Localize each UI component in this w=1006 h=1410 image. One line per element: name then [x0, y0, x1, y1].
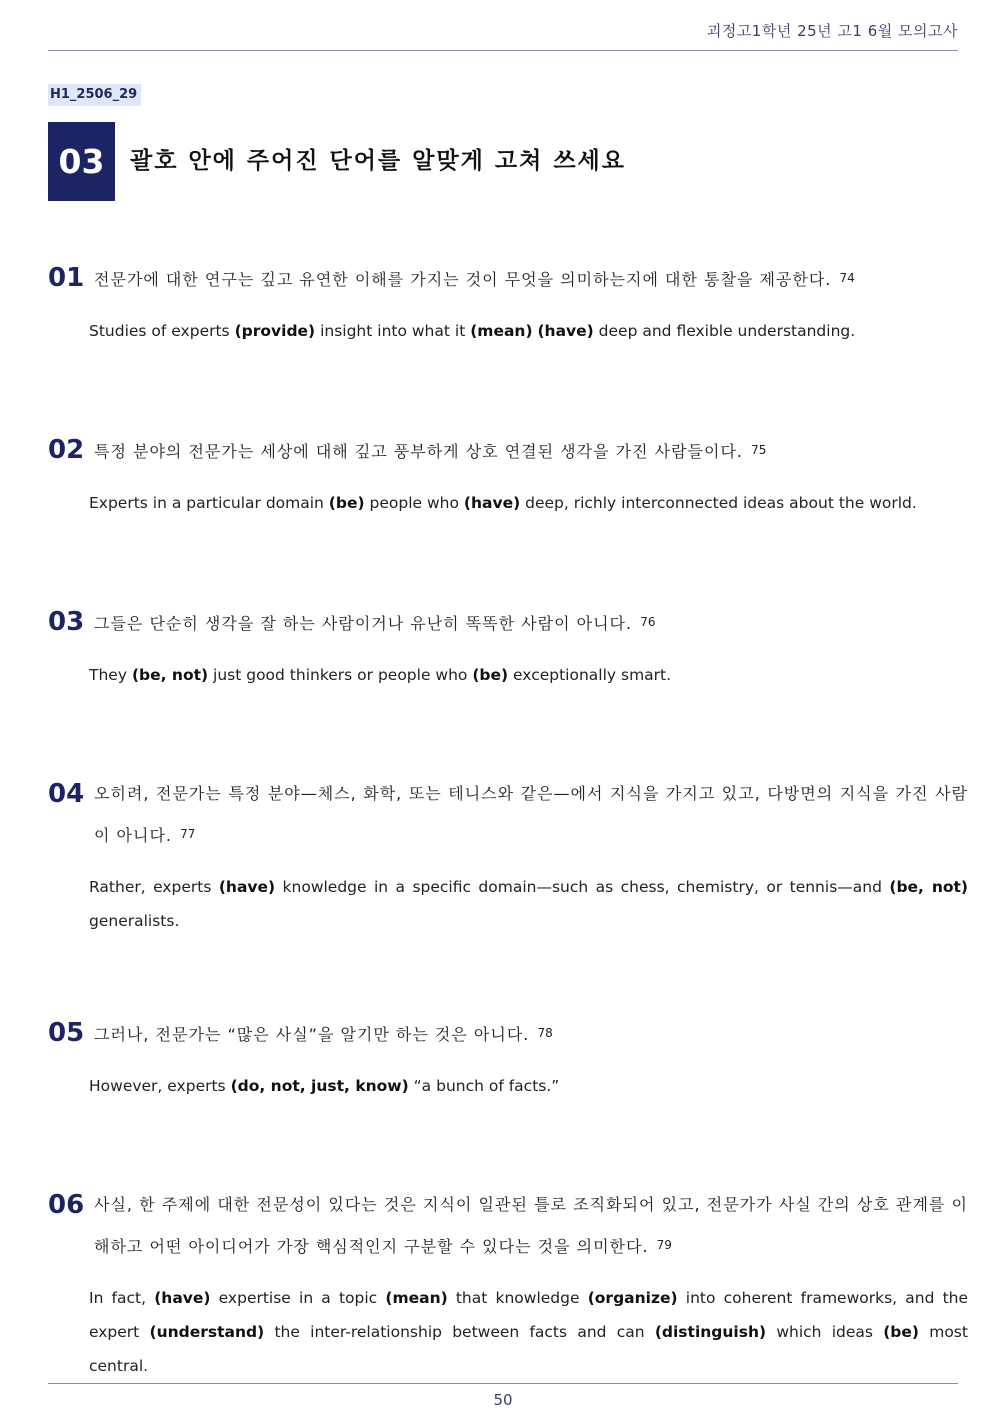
bracket-hint: (understand)	[149, 1323, 265, 1341]
korean-sentence	[48, 1013, 968, 1055]
bracket-hint: (be, not)	[889, 878, 969, 896]
bracket-hint: (provide)	[234, 322, 316, 340]
korean-sentence	[48, 430, 968, 472]
bracket-hint: (have)	[154, 1289, 211, 1307]
header-exam-title: 괴정고1학년 25년 고1 6월 모의고사	[706, 22, 958, 40]
en-segment: just good thinkers or people who	[208, 666, 473, 684]
bracket-hint: (organize)	[587, 1289, 678, 1307]
exercise-item-04	[48, 774, 968, 938]
korean-text: 전문가에 대한 연구는 깊고 유연한 이해를 가지는 것이 무엇을 의미하는지에 대한 통찰을 제공한다.	[94, 270, 832, 289]
english-sentence	[48, 1281, 968, 1383]
item-number: 01	[48, 263, 85, 293]
en-segment: exceptionally smart.	[508, 666, 672, 684]
english-sentence	[48, 658, 968, 692]
english-sentence	[48, 870, 968, 938]
korean-sentence	[48, 258, 968, 300]
bracket-hint: (have)	[537, 322, 594, 340]
en-segment: However, experts	[89, 1077, 231, 1095]
bracket-hint: (be)	[472, 666, 509, 684]
reference-number: 79	[656, 1238, 672, 1252]
en-segment: Experts in a particular domain	[89, 494, 329, 512]
en-segment: generalists.	[89, 912, 180, 930]
exercise-item-05	[48, 1013, 968, 1103]
en-segment: They	[89, 666, 132, 684]
korean-sentence	[48, 602, 968, 644]
bracket-hint: (distinguish)	[654, 1323, 767, 1341]
bracket-hint: (be, not)	[131, 666, 209, 684]
en-segment: deep, richly interconnected ideas about the world.	[520, 494, 917, 512]
reference-number: 76	[640, 615, 656, 629]
reference-number: 74	[839, 271, 855, 285]
page-number: 50	[493, 1391, 513, 1409]
reference-number: 78	[537, 1026, 553, 1040]
question-code-tag: H1_2506_29	[48, 84, 141, 106]
en-segment: deep and flexible understanding.	[593, 322, 856, 340]
en-segment: the inter-relationship between facts and can	[264, 1323, 655, 1341]
korean-text: 특정 분야의 전문가는 세상에 대해 깊고 풍부하게 상호 연결된 생각을 가진 사람들이다.	[94, 442, 743, 461]
en-segment: Studies of experts	[89, 322, 235, 340]
korean-text: 그러나, 전문가는 “많은 사실”을 알기만 하는 것은 아니다.	[94, 1025, 530, 1044]
item-number: 03	[48, 607, 85, 637]
bracket-hint: (do, not, just, know)	[230, 1077, 409, 1095]
item-number: 06	[48, 1190, 85, 1220]
english-sentence	[48, 486, 968, 520]
en-segment: that knowledge	[447, 1289, 588, 1307]
reference-number: 75	[751, 443, 767, 457]
korean-sentence	[48, 774, 968, 856]
bracket-hint: (mean)	[385, 1289, 448, 1307]
en-segment: In fact,	[89, 1289, 155, 1307]
english-sentence	[48, 314, 968, 348]
bracket-hint: (have)	[463, 494, 521, 512]
english-sentence	[48, 1069, 968, 1103]
en-segment: knowledge in a specific domain—such as chess, chemistry, or tennis—and	[275, 878, 890, 896]
en-segment: insight into what it	[315, 322, 471, 340]
korean-text: 사실, 한 주제에 대한 전문성이 있다는 것은 지식이 일관된 틀로 조직화되어 있고, 전문가가 사실 간의 상호 관계를 이해하고 어떤 아이디어가 가장 핵심적인지 구분할 수 있다는 것을 의미한다.	[94, 1195, 968, 1256]
en-segment: “a bunch of facts.”	[408, 1077, 560, 1095]
exercise-item-06	[48, 1185, 968, 1383]
bracket-hint: (mean)	[470, 322, 533, 340]
bracket-hint: (be)	[328, 494, 365, 512]
korean-sentence	[48, 1185, 968, 1267]
en-segment: people who	[364, 494, 464, 512]
korean-text: 오히려, 전문가는 특정 분야—체스, 화학, 또는 테니스와 같은—에서 지식을 가지고 있고, 다방면의 지식을 가진 사람이 아니다.	[94, 784, 968, 845]
en-segment: which ideas	[766, 1323, 884, 1341]
en-segment: expertise in a topic	[210, 1289, 386, 1307]
item-number: 05	[48, 1018, 85, 1048]
section-title: 괄호 안에 주어진 단어를 알맞게 고쳐 쓰세요	[130, 148, 626, 174]
item-number: 04	[48, 779, 85, 809]
section-number-box: 03	[48, 122, 115, 201]
item-number: 02	[48, 435, 85, 465]
reference-number: 77	[180, 827, 196, 841]
en-segment: most central.	[89, 1323, 968, 1375]
header-divider	[48, 50, 958, 51]
en-segment: into coherent frameworks, and the expert	[89, 1289, 969, 1341]
exercise-item-03	[48, 602, 968, 692]
exercise-item-02	[48, 430, 968, 520]
en-segment: Rather, experts	[89, 878, 219, 896]
exercise-item-01	[48, 258, 968, 348]
korean-text: 그들은 단순히 생각을 잘 하는 사람이거나 유난히 똑똑한 사람이 아니다.	[94, 614, 633, 633]
bracket-hint: (have)	[218, 878, 276, 896]
footer-divider	[48, 1383, 958, 1384]
bracket-hint: (be)	[883, 1323, 919, 1341]
